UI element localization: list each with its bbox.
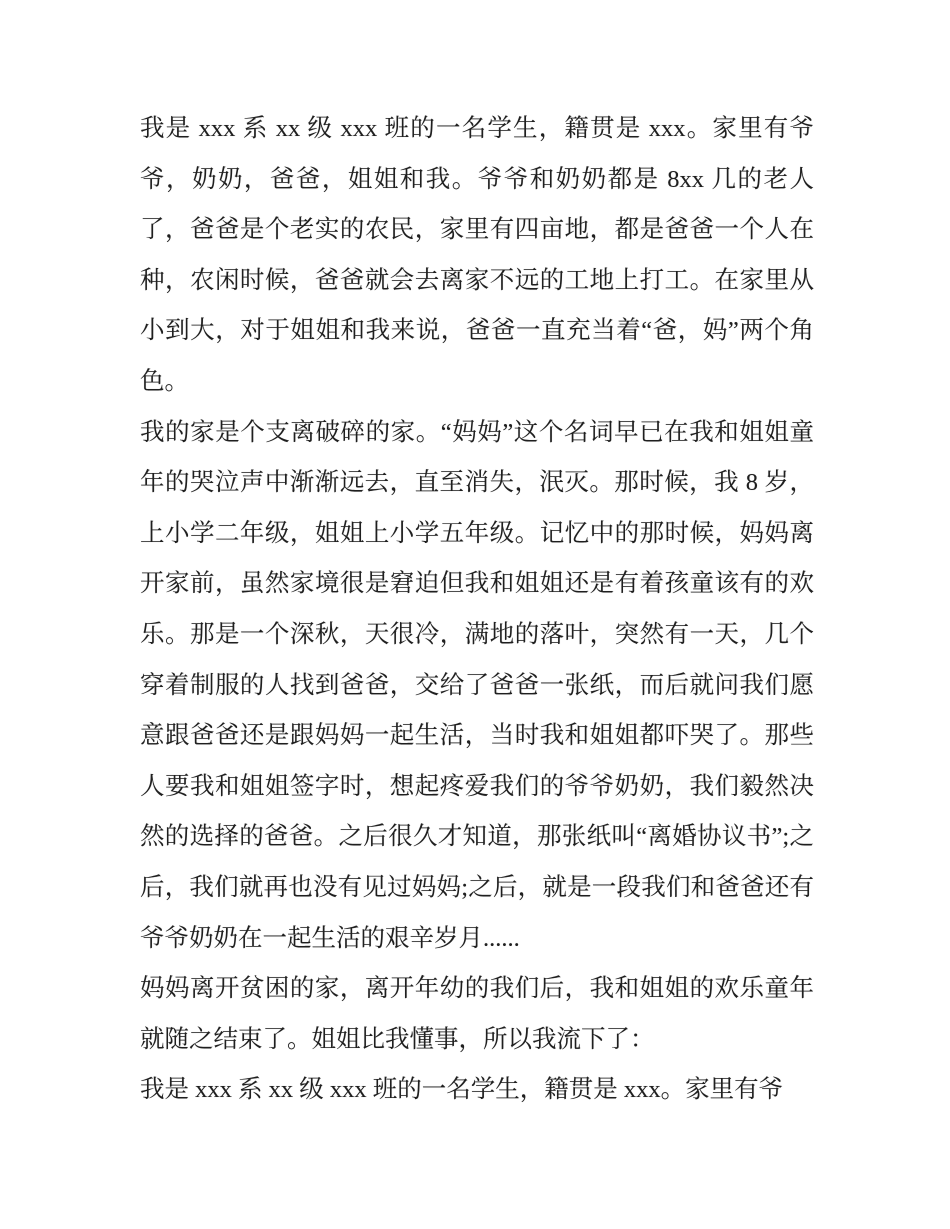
document-page (140, 104, 814, 1116)
paragraph-repeated-intro: 我是 xxx 系 xx 级 xxx 班的一名学生，籍贯是 xxx。家里有爷 (140, 1076, 784, 1104)
paragraph-broken-family-story: 我的家是个支离破碎的家。“妈妈”这个名词早已在我和姐姐童年的哭泣声中渐渐远去，直至消失，泯灭。那时候，我 8 岁，上小学二年级，姐姐上小学五年级。记忆中的那时候，妈妈离开家前，虽然家境很是窘迫但我和姐姐还是有着孩童该有的欢乐。那是一个深秋，天很冷，满地的落叶，突然有一天，几个穿着制服的人找到爸爸，交给了爸爸一张纸，而后就问我们愿意跟爸爸还是跟妈妈一起生活，当时我和姐姐都吓哭了。那些人要我和姐姐签字时，想起疼爱我们的爷爷奶奶，我们毅然决然的选择的爸爸。之后很久才知道，那张纸叫“离婚协议书”;之后，我们就再也没有见过妈妈;之后，就是一段我们和爸爸还有爷爷奶奶在一起生活的艰辛岁月...... (140, 418, 814, 952)
paragraph-childhood-ended: 妈妈离开贫困的家，离开年幼的我们后，我和姐姐的欢乐童年就随之结束了。姐姐比我懂事，所以我流下了： (140, 975, 814, 1053)
paragraph-intro-student: 我是 xxx 系 xx 级 xxx 班的一名学生，籍贯是 xxx。家里有爷爷，奶奶，爸爸，姐姐和我。爷爷和奶奶都是 8xx 几的老人了，爸爸是个老实的农民，家里有四亩地，都是爸爸一个人在种，农闲时候，爸爸就会去离家不远的工地上打工。在家里从小到大，对于姐姐和我来说，爸爸一直充当着“爸，妈”两个角色。 (140, 115, 814, 395)
